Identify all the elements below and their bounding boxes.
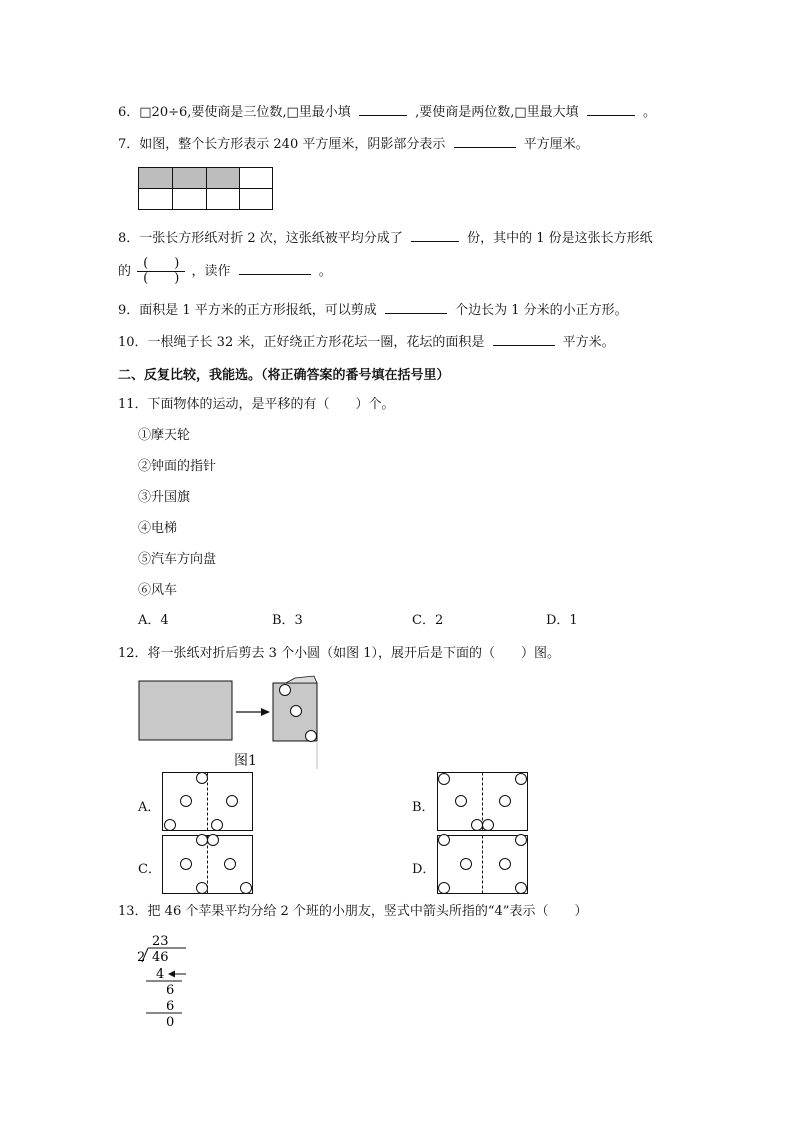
q11-item-5: ⑤汽车方向盘 (138, 552, 217, 567)
q10-text-b: 平方米。 (562, 335, 615, 350)
q7-cell-shaded-2 (173, 168, 207, 189)
q8-line2-b: ，读作 (191, 264, 231, 279)
q9-blank[interactable] (385, 301, 447, 314)
q13-divisor: 2 (137, 950, 146, 965)
q11-item-6: ⑥风车 (138, 583, 178, 598)
q11-choice-d[interactable]: D．1 (546, 613, 578, 628)
question-7 (118, 135, 589, 154)
q13-step-1: 4 (156, 967, 165, 982)
q12-option-a-figure[interactable] (158, 768, 258, 834)
q6-end: 。 (642, 105, 656, 120)
question-10 (118, 333, 615, 352)
q9-text-b: 个边长为 1 分米的小正方形。 (455, 303, 628, 318)
q8-blank-1[interactable] (411, 229, 459, 242)
q9-text-a: 9．面积是 1 平方米的正方形报纸，可以剪成 (118, 303, 377, 318)
question-6 (118, 103, 656, 122)
q7-text-a: 7．如图，整个长方形表示 240 平方厘米，阴影部分表示 (118, 137, 446, 152)
q13-long-division (134, 930, 214, 1030)
question-11: 11．下面物体的运动，是平移的有（ ）个。 (118, 397, 395, 412)
q8-end: 。 (318, 264, 332, 279)
q8-fraction-numerator: ( ) (137, 257, 185, 272)
question-8-line-2 (118, 256, 332, 288)
q11-item-1: ①摩天轮 (138, 428, 191, 443)
q6-blank-1[interactable] (359, 103, 407, 116)
q7-cell-shaded-3 (207, 168, 240, 189)
q8-fraction[interactable] (137, 257, 185, 286)
q12-paper-sheet (139, 681, 232, 740)
q12-option-a-label[interactable]: A． (138, 800, 161, 815)
q12-option-d-figure[interactable] (433, 831, 533, 897)
q11-item-3: ③升国旗 (138, 490, 191, 505)
q7-blank[interactable] (454, 135, 516, 148)
q12-cut-circle (280, 685, 291, 696)
question-13: 13．把 46 个苹果平均分给 2 个班的小朋友，竖式中箭头所指的“4”表示（ ） (118, 904, 588, 919)
question-12: 12．将一张纸对折后剪去 3 个小圆（如图 1），展开后是下面的（ ）图。 (118, 646, 560, 661)
q11-choice-b[interactable]: B．3 (272, 613, 303, 628)
q12-option-b-label[interactable]: B． (412, 800, 435, 815)
q13-step-3: 6 (166, 999, 175, 1014)
q8-line2-a: 的 (118, 264, 132, 279)
q12-option-c-figure[interactable] (158, 831, 258, 897)
q6-text-a: 6．□20÷6,要使商是三位数,□里最小填 (118, 105, 351, 120)
q11-choice-a[interactable]: A．4 (138, 613, 169, 628)
section-2-title: 二、反复比较，我能选。（将正确答案的番号填在括号里） (118, 368, 450, 383)
q13-quotient: 23 (152, 934, 169, 949)
q8-text-a: 8．一张长方形纸对折 2 次，这张纸被平均分成了 (118, 231, 403, 246)
q8-text-b: 份，其中的 1 份是这张长方形纸 (467, 231, 653, 246)
q13-remainder: 0 (166, 1015, 175, 1030)
q12-cut-circle (306, 731, 317, 742)
q11-choice-c[interactable]: C．2 (412, 613, 444, 628)
q10-text-a: 10．一根绳子长 32 米，正好绕正方形花坛一圈，花坛的面积是 (118, 335, 485, 350)
q13-step-2: 6 (166, 983, 175, 998)
q8-blank-2[interactable] (239, 262, 311, 275)
q12-option-d-label[interactable]: D． (412, 862, 436, 877)
q7-text-b: 平方厘米。 (523, 137, 589, 152)
q11-item-2: ②钟面的指针 (138, 459, 217, 474)
q6-text-b: ,要使商是两位数,□里最大填 (415, 105, 579, 120)
question-8 (118, 229, 653, 248)
q8-fraction-denominator: ( ) (143, 271, 180, 286)
q12-option-c-label[interactable]: C． (138, 862, 161, 877)
q12-option-b-figure[interactable] (433, 768, 533, 834)
q12-cut-circle (291, 706, 302, 717)
q13-dividend: 46 (152, 950, 169, 965)
question-9 (118, 301, 628, 320)
q7-cell-shaded-1 (139, 168, 173, 189)
q7-rectangle-figure (138, 167, 274, 211)
q11-item-4: ④电梯 (138, 521, 178, 536)
q10-blank[interactable] (493, 333, 555, 346)
q12-figure-label: 图1 (234, 753, 257, 769)
q12-figure-1 (136, 673, 326, 769)
q6-blank-2[interactable] (587, 103, 635, 116)
